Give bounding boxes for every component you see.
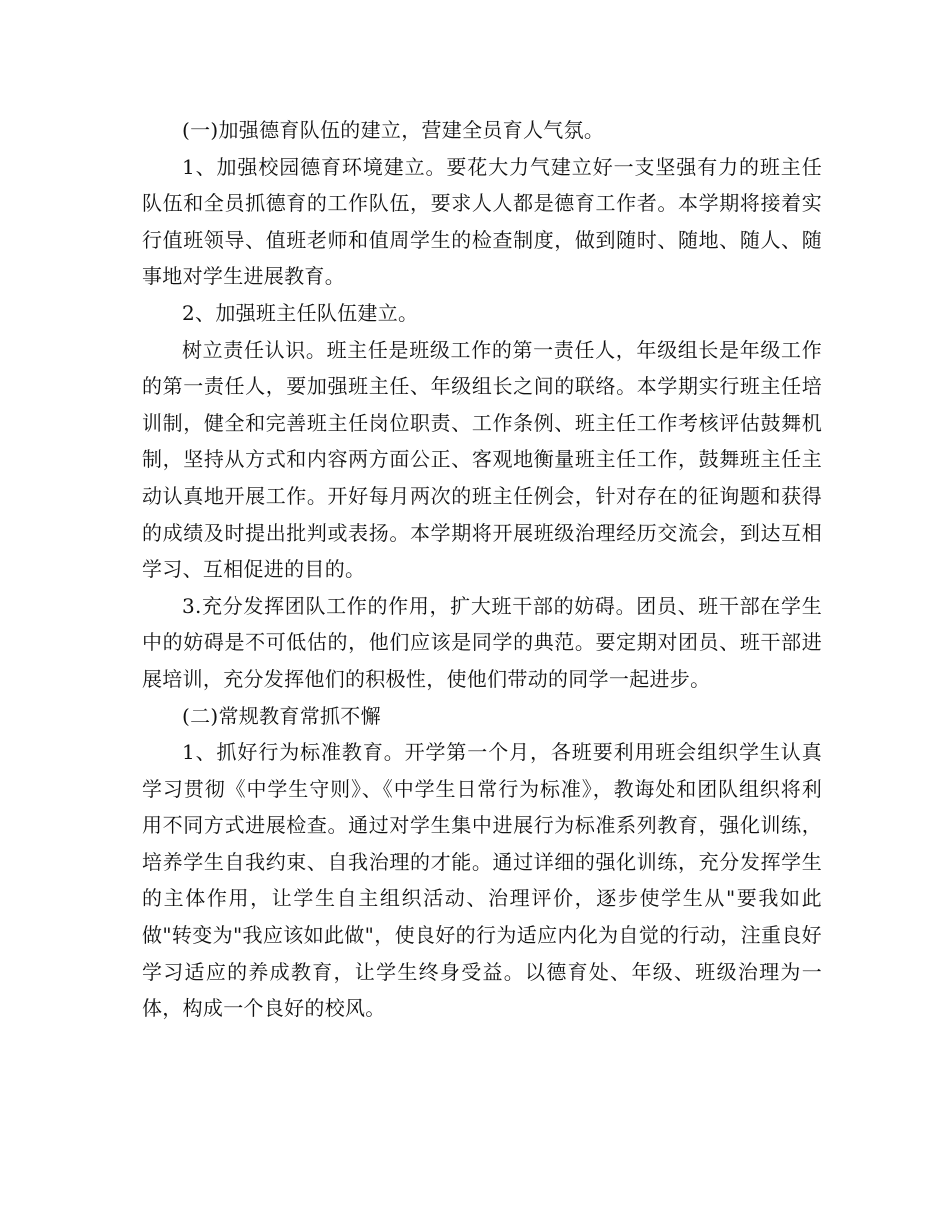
section-heading-1: (一)加强德育队伍的建立，营建全员育人气氛。 xyxy=(182,118,605,142)
section-heading-2: (二)常规教育常抓不懈 xyxy=(182,703,381,728)
subheading-class-teacher-team: 2、加强班主任队伍建立。 xyxy=(182,300,419,325)
paragraph-behavior-standards: 1、抓好行为标准教育。开学第一个月，各班要利用班会组织学生认真学习贯彻《中学生守则》、《中学生日常行为标准》，教诲处和团队组织将利用不同方式进展检查。通过对学生集中进展行为标准系列教育，强化训练，培养学生自我约束、自我治理的才能。通过详细的强化训练，充分发挥学生的主体作用，让学生自主组织活动、治理评价，逐步使学生从"要我如此做"转变为"我应该如此做"，使良好的行为适应内化为自觉的行动，注重良好学习适应的养成教育，让学生终身受益。以德育处、年级、班级治理为一体，构成一个良好的校风。 xyxy=(142,740,822,1021)
paragraph-moral-environment: 1、加强校园德育环境建立。要花大力气建立好一支坚强有力的班主任队伍和全员抓德育的工作队伍，要求人人都是德育工作者。本学期将接着实行值班领导、值班老师和值周学生的检查制度，做到随时、随地、随人、随事地对学生进展教育。 xyxy=(142,154,822,289)
document-body xyxy=(142,112,822,1027)
paragraph-team-work: 3.充分发挥团队工作的作用，扩大班干部的妨碍。团员、班干部在学生中的妨碍是不可低估的，他们应该是同学的典范。要定期对团员、班干部进展培训，充分发挥他们的积极性，使他们带动的同学一起进步。 xyxy=(142,593,822,691)
paragraph-responsibility: 树立责任认识。班主任是班级工作的第一责任人，年级组长是年级工作的第一责任人，要加强班主任、年级组长之间的联络。本学期实行班主任培训制，健全和完善班主任岗位职责、工作条例、班主任工作考核评估鼓舞机制，坚持从方式和内容两方面公正、客观地衡量班主任工作，鼓舞班主任主动认真地开展工作。开好每月两次的班主任例会，针对存在的征询题和获得的成绩及时提出批判或表扬。本学期将开展班级治理经历交流会，到达互相学习、互相促进的目的。 xyxy=(142,337,822,582)
